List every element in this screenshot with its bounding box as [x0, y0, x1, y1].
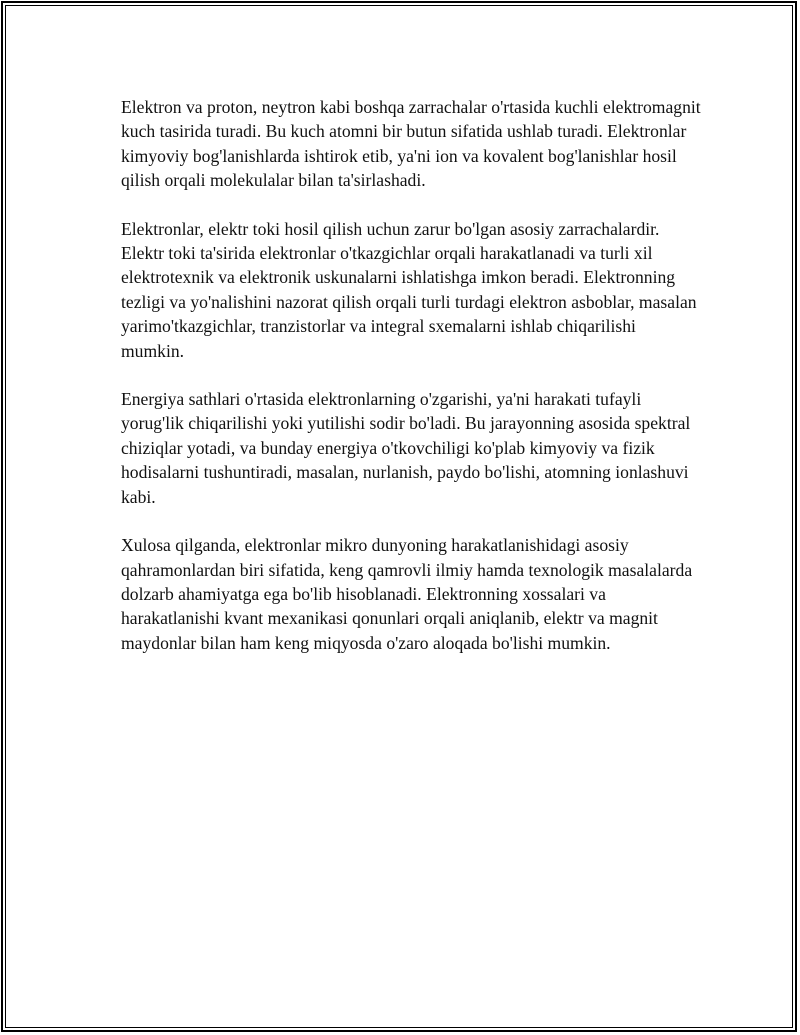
page-border	[1, 1, 797, 1032]
paragraph-energy-levels: Energiya sathlari o'rtasida elektronlarning o'zgarishi, ya'ni harakati tufayli yorug'lik chiqarilishi yoki yutilishi sodir bo'ladi. Bu jarayonning asosida spektral chiziqlar yotadi, va bunday energiya o'tkovchiligi ko'plab kimyoviy va fizik hodisalarni tushuntiradi, masalan, nurlanish, paydo bo'lishi, atomning ionlashuvi kabi.	[121, 389, 691, 507]
paragraph-electromagnetic-interaction: Elektron va proton, neytron kabi boshqa zarrachalar o'rtasida kuchli elektromagnit kuch tasirida turadi. Bu kuch atomni bir butun sifatida ushlab turadi. Elektronlar kimyoviy bog'lanishlarda ishtirok etib, ya'ni ion va kovalent bog'lanishlar hosil qilish orqali molekulalar bilan ta'sirlashadi.	[121, 97, 701, 191]
paragraph-conclusion: Xulosa qilganda, elektronlar mikro dunyoning harakatlanishidagi asosiy qahramonlardan biri sifatida, keng qamrovli ilmiy hamda texnologik masalalarda dolzarb ahamiyatga ega bo'lib hisoblanadi. Elektronning xossalari va harakatlanishi kvant mexanikasi qonunlari orqali aniqlanib, elektr va magnit maydonlar bilan ham keng miqyosda o'zaro aloqada bo'lishi mumkin.	[121, 535, 693, 653]
paragraph-electric-current: Elektronlar, elektr toki hosil qilish uchun zarur bo'lgan asosiy zarrachalardir. Elektr toki ta'sirida elektronlar o'tkazgichlar orqali harakatlanadi va turli xil elektrotexnik va elektronik uskunalarni ishlatishga imkon beradi. Elektronning tezligi va yo'nalishini nazorat qilish orqali turli turdagi elektron asboblar, masalan yarimo'tkazgichlar, tranzistorlar va integral sxemalarni ishlab chiqarilishi mumkin.	[121, 218, 697, 361]
document-body	[121, 95, 701, 679]
